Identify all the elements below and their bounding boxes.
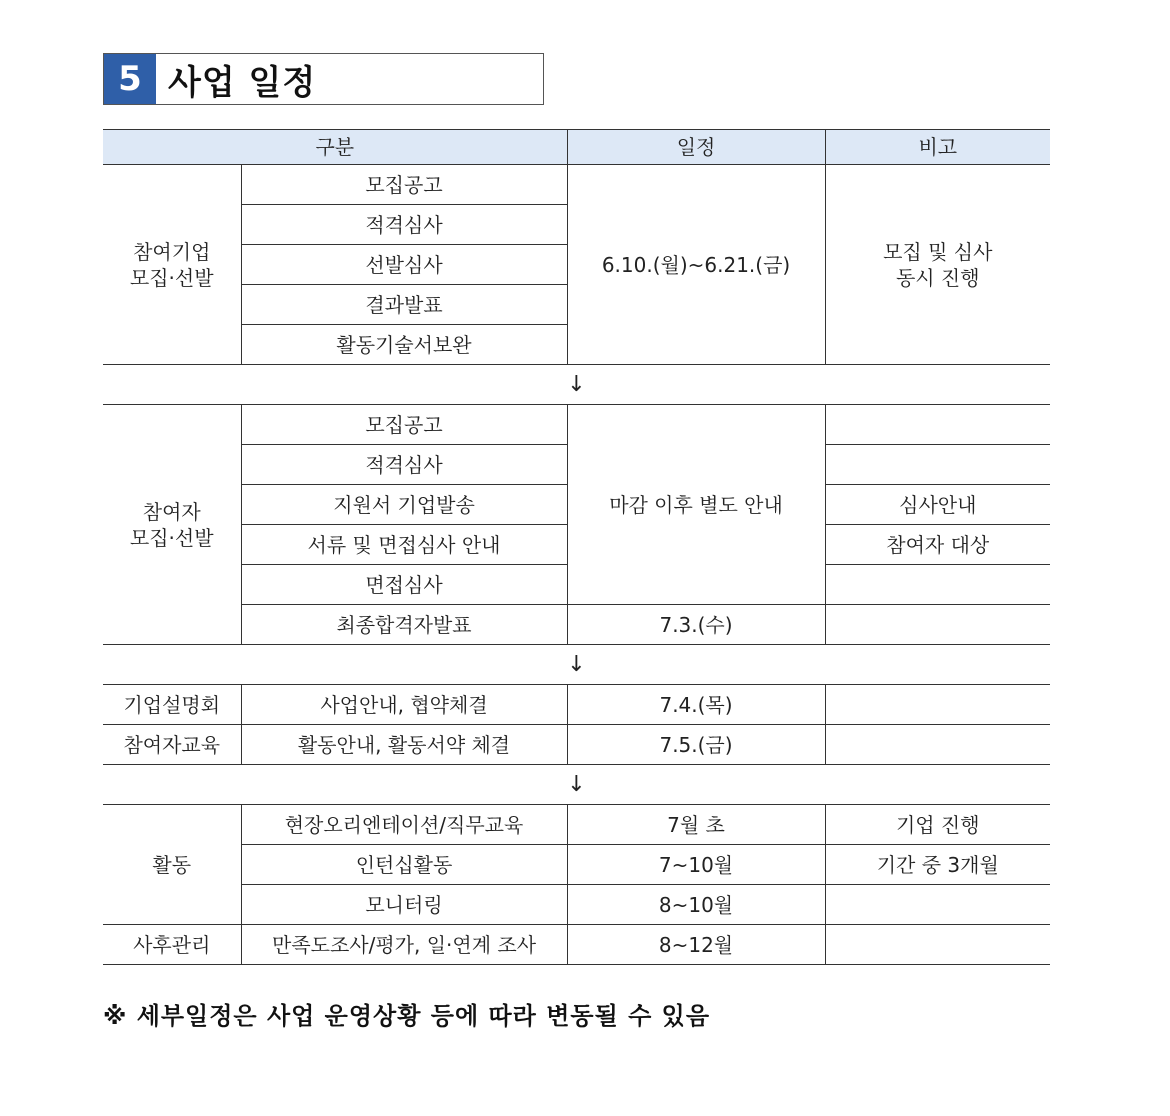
group1-remark-line1: 모집 및 심사: [883, 239, 993, 264]
group1-schedule: 6.10.(월)~6.21.(금): [567, 165, 825, 365]
group1-item: 적격심사: [241, 205, 567, 245]
group2-final-schedule: 7.3.(수): [567, 605, 825, 645]
table-row: [103, 605, 1050, 645]
after-item: 만족도조사/평가, 일·연계 조사: [241, 925, 567, 965]
group1-label-line1: 참여기업: [133, 239, 211, 264]
group2-item: 적격심사: [241, 445, 567, 485]
group2-label-line1: 참여자: [142, 499, 201, 524]
header-remarks: 비고: [825, 130, 1050, 165]
table-row: [103, 885, 1050, 925]
table-row: [103, 925, 1050, 965]
down-arrow-icon: ↓: [103, 765, 1050, 805]
group2-item: 모집공고: [241, 405, 567, 445]
group3-item: 사업안내, 협약체결: [241, 685, 567, 725]
group2-item: 서류 및 면접심사 안내: [241, 525, 567, 565]
table-row: [103, 805, 1050, 845]
header-category: 구분: [103, 130, 567, 165]
group3-remark-empty: [825, 725, 1050, 765]
down-arrow-icon: ↓: [103, 365, 1050, 405]
group2-remark-empty: [825, 405, 1050, 445]
section-number: 5: [104, 54, 156, 104]
group2-label: [103, 405, 241, 645]
group2-remark: 참여자 대상: [825, 525, 1050, 565]
group4-item: 현장오리엔테이션/직무교육: [241, 805, 567, 845]
group4-schedule: 7~10월: [567, 845, 825, 885]
group1-item: 활동기술서보완: [241, 325, 567, 365]
down-arrow-icon: ↓: [103, 645, 1050, 685]
group2-remark: 심사안내: [825, 485, 1050, 525]
table-header-row: [103, 130, 1050, 165]
group4-label: 활동: [103, 805, 241, 925]
arrow-row: [103, 765, 1050, 805]
group1-remark: [825, 165, 1050, 365]
header-schedule: 일정: [567, 130, 825, 165]
table-row: [103, 165, 1050, 205]
schedule-table: [103, 129, 1050, 965]
after-label: 사후관리: [103, 925, 241, 965]
group1-item: 선발심사: [241, 245, 567, 285]
group1-remark-line2: 동시 진행: [895, 265, 980, 290]
group3-label: 기업설명회: [103, 685, 241, 725]
arrow-row: [103, 645, 1050, 685]
group1-item: 결과발표: [241, 285, 567, 325]
group3-label: 참여자교육: [103, 725, 241, 765]
group1-label-line2: 모집·선발: [129, 265, 214, 290]
group3-remark-empty: [825, 685, 1050, 725]
section-title-box: [103, 53, 544, 105]
group2-remark-empty: [825, 605, 1050, 645]
group4-schedule: 7월 초: [567, 805, 825, 845]
arrow-row: [103, 365, 1050, 405]
group2-label-line2: 모집·선발: [129, 525, 214, 550]
group1-item: 모집공고: [241, 165, 567, 205]
table-row: [103, 685, 1050, 725]
group3-schedule: 7.4.(목): [567, 685, 825, 725]
table-row: [103, 405, 1050, 445]
footnote: ※ 세부일정은 사업 운영상황 등에 따라 변동될 수 있음: [103, 1002, 711, 1030]
group4-remark: 기간 중 3개월: [825, 845, 1050, 885]
group3-schedule: 7.5.(금): [567, 725, 825, 765]
group4-schedule: 8~10월: [567, 885, 825, 925]
after-schedule: 8~12월: [567, 925, 825, 965]
section-title: 사업 일정: [168, 62, 317, 103]
after-remark-empty: [825, 925, 1050, 965]
group3-item: 활동안내, 활동서약 체결: [241, 725, 567, 765]
table-row: [103, 725, 1050, 765]
group2-remark-empty: [825, 565, 1050, 605]
table-row: [103, 845, 1050, 885]
group4-item: 모니터링: [241, 885, 567, 925]
group2-remark-empty: [825, 445, 1050, 485]
group4-remark: 기업 진행: [825, 805, 1050, 845]
group1-label: [103, 165, 241, 365]
group2-schedule: 마감 이후 별도 안내: [567, 405, 825, 605]
group2-item: 지원서 기업발송: [241, 485, 567, 525]
group2-item: 최종합격자발표: [241, 605, 567, 645]
group4-remark: [825, 885, 1050, 925]
group4-item: 인턴십활동: [241, 845, 567, 885]
group2-item: 면접심사: [241, 565, 567, 605]
